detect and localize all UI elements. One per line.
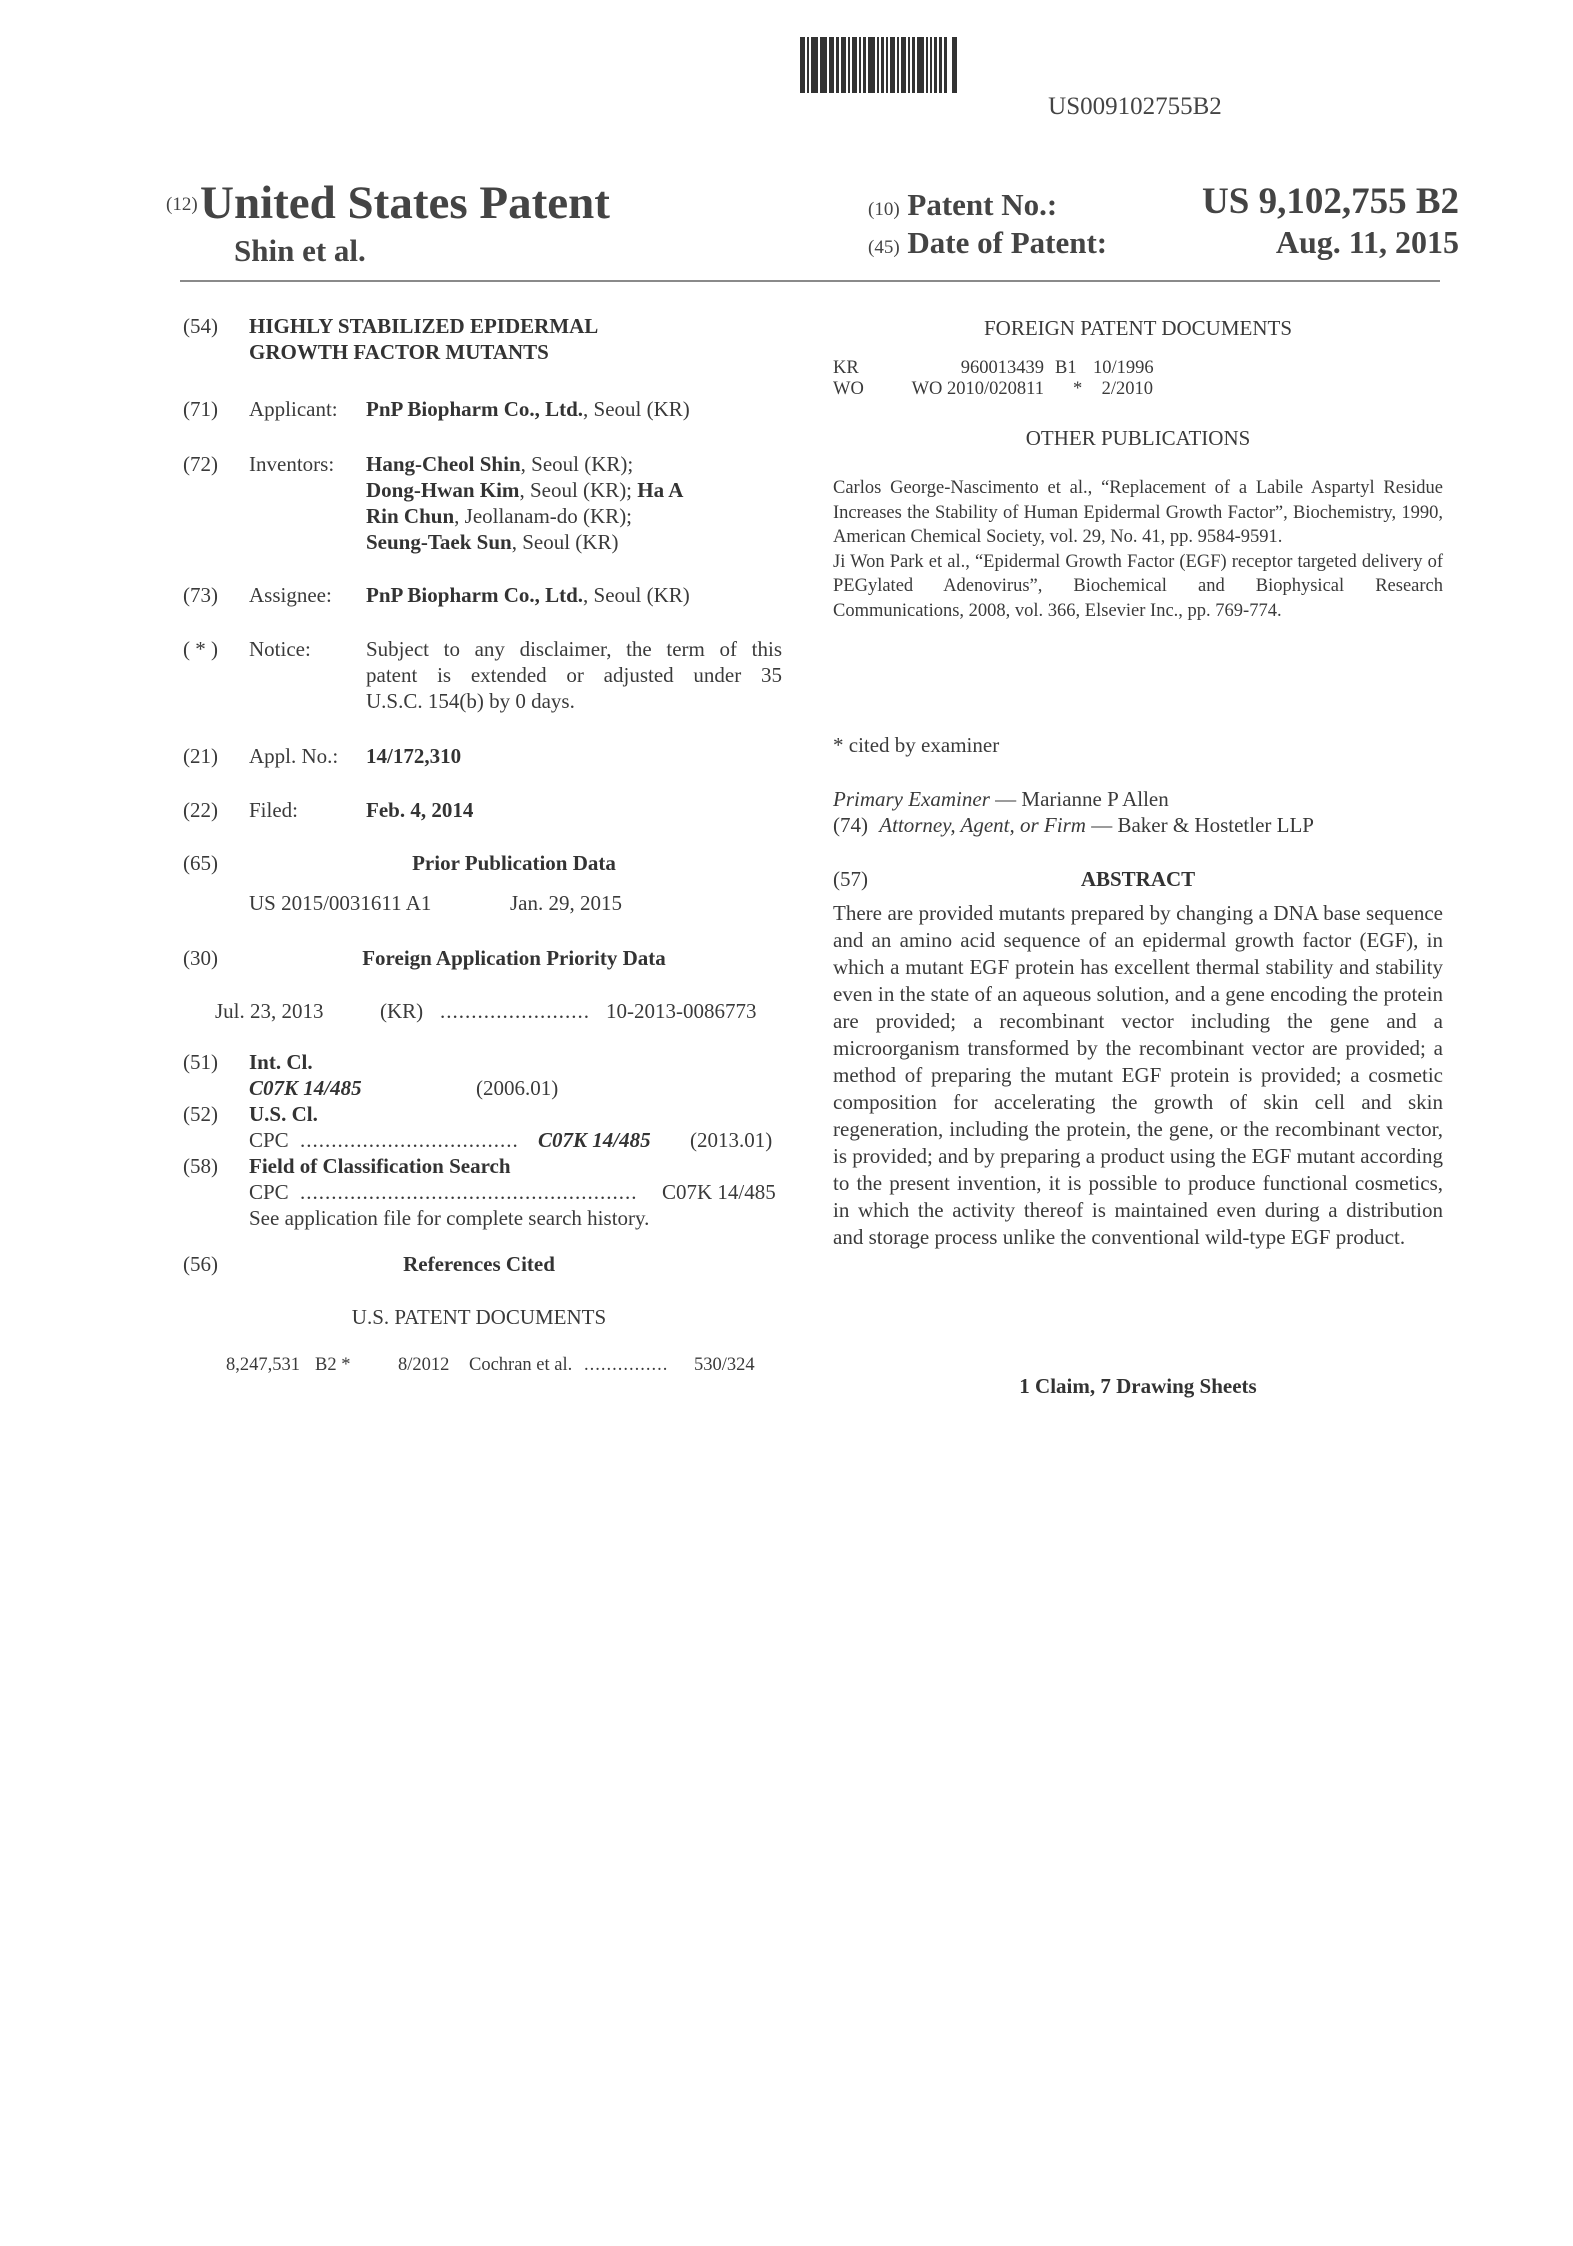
inventor-line bbox=[366, 529, 683, 555]
cpc-label: CPC bbox=[249, 1180, 289, 1204]
patent-no-row bbox=[868, 187, 1057, 223]
publication-item: Carlos George-Nascimento et al., “Replacement of a Labile Aspartyl Residue Increases the Stability of Human Epidermal Growth Factor”, Biochemistry, 1990, American Chemical Society, vol. 29, No. 41, pp. 9584-9591. bbox=[833, 478, 1443, 547]
inventors-label: Inventors: bbox=[249, 452, 335, 476]
patent-title-line1: HIGHLY STABILIZED EPIDERMAL bbox=[249, 314, 599, 338]
barcode-bar bbox=[944, 37, 947, 93]
foreign-doc-country: KR bbox=[833, 358, 859, 378]
inid-code: (56) bbox=[183, 1252, 218, 1276]
dash: — bbox=[989, 787, 1022, 811]
inid-code: (21) bbox=[183, 744, 218, 768]
field-search-note: See application file for complete search history. bbox=[249, 1206, 650, 1230]
barcode-bar bbox=[917, 37, 924, 93]
other-publications-list bbox=[833, 476, 1443, 623]
abstract-text: There are provided mutants prepared by changing a DNA base sequence and an amino acid sequence of an epidermal growth factor (EGF), in which a mutant EGF protein has excellent thermal stability and stability even in the state of an aqueous solution, and a gene encoding the protein are provided; a recombinant vector including the gene and a microorganism transformed by the recombinant vector are provided; a method of preparing the mutant EGF protein is provided; a cosmetic composition for accelerating the growth of skin cell and skin regeneration, including the protein, the gene, or the recombinant vector, is provided; and by preparing a product using the EGF mutant according to the present invention, it is possible to produce functional cosmetics, in which the activity thereof is maintained even during a distribution and storage process unlike the conventional wild-type EGF product. bbox=[833, 901, 1443, 1249]
publication-item: Ji Won Park et al., “Epidermal Growth Factor (EGF) receptor targeted delivery of PEGylated Adenovirus”, Biochemical and Biophysical Research Communications, 2008, vol. 366, Elsevier Inc., pp. 769-774. bbox=[833, 551, 1443, 621]
applicant-value bbox=[366, 396, 690, 422]
primary-examiner bbox=[833, 786, 1443, 812]
barcode-bar bbox=[890, 37, 895, 93]
inventor-name: Hang-Cheol Shin bbox=[366, 452, 521, 476]
barcode-bar bbox=[811, 37, 818, 93]
foreign-doc-date: 10/1996 bbox=[1093, 358, 1154, 378]
inventor-line bbox=[366, 503, 683, 529]
foreign-doc-date: 2/2010 bbox=[1101, 379, 1153, 399]
barcode-bar bbox=[912, 37, 915, 93]
inid-code: (57) bbox=[833, 867, 868, 891]
document-type bbox=[166, 176, 610, 230]
int-cl-version: (2006.01) bbox=[476, 1076, 559, 1100]
header-divider bbox=[180, 280, 1440, 282]
us-patent-documents-heading: U.S. PATENT DOCUMENTS bbox=[351, 1305, 607, 1329]
field-search-heading: Field of Classification Search bbox=[249, 1154, 511, 1178]
barcode-bar bbox=[829, 37, 834, 93]
us-cl-version: (2013.01) bbox=[690, 1128, 773, 1152]
claims-summary: 1 Claim, 7 Drawing Sheets bbox=[1019, 1374, 1257, 1398]
us-cl-class: C07K 14/485 bbox=[538, 1128, 651, 1152]
inid-code: (52) bbox=[183, 1102, 218, 1126]
inventor-line bbox=[366, 451, 683, 477]
cited-by-examiner-note: * cited by examiner bbox=[833, 733, 1000, 757]
inid-code: (30) bbox=[183, 946, 218, 970]
leader-dots: ...................................................... bbox=[300, 1180, 638, 1204]
prior-publication-number: US 2015/0031611 A1 bbox=[249, 891, 432, 915]
foreign-priority-number: 10-2013-0086773 bbox=[606, 999, 757, 1023]
barcode-bar bbox=[807, 37, 809, 93]
notice-line: U.S.C. 154(b) by 0 days. bbox=[366, 689, 575, 713]
inid-code: (54) bbox=[183, 314, 218, 338]
barcode-bar bbox=[868, 37, 875, 93]
barcode-bar bbox=[930, 37, 932, 93]
foreign-priority-country: (KR) bbox=[380, 999, 424, 1023]
inventor-location: , Jeollanam-do (KR); bbox=[454, 504, 633, 528]
inid-code: (74) bbox=[833, 813, 868, 837]
attorney-label: Attorney, Agent, or Firm bbox=[879, 813, 1086, 837]
notice-label: Notice: bbox=[249, 637, 311, 661]
inid-code: (71) bbox=[183, 397, 218, 421]
attorney-name: Baker & Hostetler LLP bbox=[1117, 813, 1314, 837]
authors: Shin et al. bbox=[234, 233, 366, 268]
foreign-doc-number: 960013439 bbox=[960, 358, 1044, 378]
inventor-location: , Seoul (KR); bbox=[520, 452, 634, 476]
applicant-name: PnP Biopharm Co., Ltd. bbox=[366, 397, 584, 421]
barcode-bar bbox=[886, 37, 888, 93]
reference-number: 8,247,531 bbox=[226, 1355, 300, 1375]
barcode-bar bbox=[848, 37, 850, 93]
barcode-bar bbox=[852, 37, 857, 93]
barcode-bar bbox=[859, 37, 861, 93]
field-search-class: C07K 14/485 bbox=[662, 1180, 776, 1204]
inid-code: (22) bbox=[183, 798, 218, 822]
inid-code: (72) bbox=[183, 452, 218, 476]
other-publications-heading: OTHER PUBLICATIONS bbox=[1025, 426, 1251, 450]
appl-no-label: Appl. No.: bbox=[249, 744, 339, 768]
document-type-label: United States Patent bbox=[200, 177, 610, 229]
foreign-priority-heading: Foreign Application Priority Data bbox=[362, 946, 666, 970]
foreign-doc-kind: B1 bbox=[1055, 358, 1077, 378]
prior-publication-date: Jan. 29, 2015 bbox=[510, 891, 622, 915]
int-cl-class: C07K 14/485 bbox=[249, 1076, 362, 1100]
leader-dots: ................................... bbox=[300, 1128, 519, 1152]
reference-kind: B2 * bbox=[315, 1355, 351, 1375]
barcode bbox=[800, 37, 1458, 93]
barcode-bar bbox=[800, 37, 805, 93]
reference-date: 8/2012 bbox=[398, 1355, 450, 1375]
inventor-line bbox=[366, 477, 683, 503]
inid-code-12: (12) bbox=[166, 194, 198, 215]
us-cl-heading: U.S. Cl. bbox=[249, 1102, 318, 1126]
references-heading: References Cited bbox=[403, 1252, 555, 1276]
inventor-location: , Seoul (KR); bbox=[519, 478, 638, 502]
foreign-documents-heading: FOREIGN PATENT DOCUMENTS bbox=[983, 316, 1293, 340]
foreign-doc-number: WO 2010/020811 bbox=[911, 379, 1044, 399]
inventor-name: Rin Chun bbox=[366, 504, 455, 528]
notice-text bbox=[366, 636, 782, 688]
barcode-bar bbox=[908, 37, 910, 93]
foreign-priority-date: Jul. 23, 2013 bbox=[215, 999, 324, 1023]
prior-publication-heading: Prior Publication Data bbox=[412, 851, 616, 875]
dash: — bbox=[1085, 813, 1118, 837]
patent-number: US 9,102,755 B2 bbox=[1202, 181, 1459, 222]
barcode-bar bbox=[952, 37, 957, 93]
assignee-name: PnP Biopharm Co., Ltd. bbox=[366, 583, 584, 607]
foreign-documents-section bbox=[833, 315, 1443, 450]
applicant-location: , Seoul (KR) bbox=[583, 397, 690, 421]
inventor-name: Seung-Taek Sun bbox=[366, 530, 512, 554]
leader-dots: ............... bbox=[584, 1355, 669, 1375]
date-of-patent: Aug. 11, 2015 bbox=[1275, 224, 1459, 260]
date-row bbox=[868, 225, 1107, 261]
inid-code: (65) bbox=[183, 851, 218, 875]
appl-no-value: 14/172,310 bbox=[366, 744, 462, 768]
assignee-value bbox=[366, 582, 690, 608]
barcode-bar bbox=[939, 37, 942, 93]
cited-by-examiner-marker: * bbox=[1073, 379, 1083, 399]
filed-label: Filed: bbox=[249, 798, 299, 822]
cpc-label: CPC bbox=[249, 1128, 289, 1152]
inventor-location: , Seoul (KR) bbox=[511, 530, 619, 554]
abstract-heading: ABSTRACT bbox=[1080, 867, 1196, 891]
applicant-label: Applicant: bbox=[249, 397, 338, 421]
leader-dots: ........................ bbox=[440, 999, 590, 1023]
barcode-bar bbox=[841, 37, 846, 93]
inid-code: ( * ) bbox=[183, 637, 218, 661]
date-of-patent-label: Date of Patent: bbox=[907, 225, 1108, 260]
notice-line: Subject to any disclaimer, the term of this bbox=[366, 637, 782, 661]
filed-value: Feb. 4, 2014 bbox=[366, 798, 474, 822]
inid-code: (51) bbox=[183, 1050, 218, 1074]
patent-title-line2: GROWTH FACTOR MUTANTS bbox=[249, 340, 549, 364]
barcode-bar bbox=[926, 37, 928, 93]
inid-code: (58) bbox=[183, 1154, 218, 1178]
barcode-bar bbox=[820, 37, 827, 93]
int-cl-heading: Int. Cl. bbox=[249, 1050, 313, 1074]
barcode-bar bbox=[881, 37, 884, 93]
assignee-label: Assignee: bbox=[249, 583, 332, 607]
attorney bbox=[833, 812, 1443, 838]
patent-no-label: Patent No.: bbox=[907, 187, 1058, 222]
reference-name: Cochran et al. bbox=[469, 1355, 573, 1375]
inventor-name: Dong-Hwan Kim bbox=[366, 478, 520, 502]
reference-class: 530/324 bbox=[694, 1355, 755, 1375]
barcode-bar bbox=[901, 37, 906, 93]
primary-examiner-label: Primary Examiner bbox=[833, 787, 990, 811]
notice-line: patent is extended or adjusted under 35 bbox=[366, 663, 782, 687]
primary-examiner-name: Marianne P Allen bbox=[1021, 787, 1169, 811]
barcode-bar bbox=[863, 37, 866, 93]
inid-code-45: (45) bbox=[868, 237, 900, 258]
foreign-doc-country: WO bbox=[833, 379, 864, 399]
barcode-bar bbox=[897, 37, 899, 93]
barcode-number: US009102755B2 bbox=[1048, 93, 1222, 120]
barcode-bar bbox=[934, 37, 937, 93]
assignee-location: , Seoul (KR) bbox=[583, 583, 690, 607]
inid-code-10: (10) bbox=[868, 199, 900, 220]
barcode-bar bbox=[877, 37, 879, 93]
inventor-name: Ha A bbox=[637, 478, 684, 502]
inventors-list bbox=[366, 451, 683, 555]
inid-code: (73) bbox=[183, 583, 218, 607]
barcode-bar bbox=[836, 37, 839, 93]
